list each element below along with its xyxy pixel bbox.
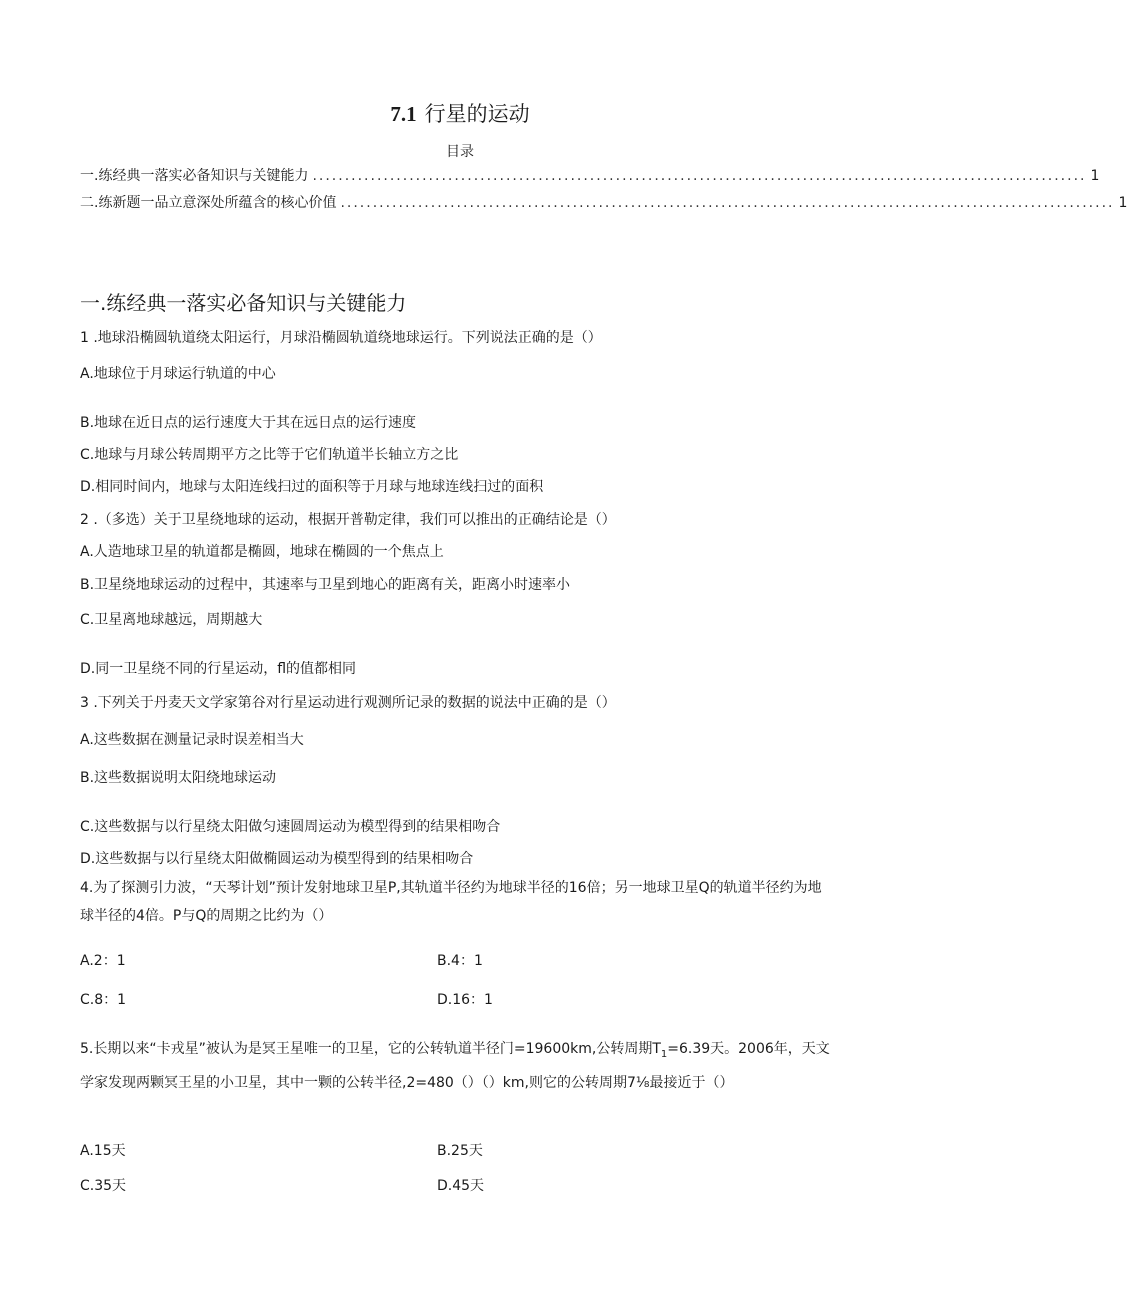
toc-item-label: .练经典一落实必备知识与关键能力: [94, 168, 309, 184]
question-2-option-c: C.卫星离地球越远，周期越大: [80, 612, 263, 628]
question-2-option-b: B.卫星绕地球运动的过程中，其速率与卫星到地心的距离有关，距离小时速率小: [80, 577, 571, 593]
title-number: 7.1: [390, 102, 417, 126]
toc-item-page: 1: [1090, 168, 1100, 184]
question-2-option-a: A.人造地球卫星的轨道都是椭圆，地球在椭圆的一个焦点上: [80, 544, 444, 560]
question-5-option-d: D.45天: [437, 1178, 485, 1194]
toc-leader-dots: ........................................................................................................................: [340, 195, 1115, 211]
question-4-option-d: D.16：1: [437, 992, 493, 1008]
question-1-option-b: B.地球在近日点的运行速度大于其在远日点的运行速度: [80, 415, 417, 431]
toc-item-number: 一: [80, 168, 94, 184]
toc-item[interactable]: [80, 192, 1127, 212]
question-5-stem-part-1: 5.长期以来“卡戎星”被认为是冥王星唯一的卫星，它的公转轨道半径门=19600km,公转周期T: [80, 1041, 661, 1057]
question-5-option-c: C.35天: [80, 1178, 127, 1194]
question-4-option-c: C.8：1: [80, 992, 127, 1008]
question-1-option-c: C.地球与月球公转周期平方之比等于它们轨道半长轴立方之比: [80, 447, 459, 463]
question-4-option-b: B.4：1: [437, 953, 483, 969]
question-5-stem-part-2: =6.39天。2006年，天文学家发现两颗冥王星的小卫星，其中一颗的公转半径,2=480（）（）km,则它的公转周期7⅛最接近于（）: [80, 1041, 830, 1091]
toc-leader-dots: ........................................................................................................................: [312, 168, 1087, 184]
question-3-stem: 3 .下列关于丹麦天文学家第谷对行星运动进行观测所记录的数据的说法中正确的是（）: [80, 695, 616, 711]
question-3-option-b: B.这些数据说明太阳绕地球运动: [80, 770, 277, 786]
question-4-option-a: A.2：1: [80, 953, 126, 969]
title-text: 行星的运动: [424, 102, 530, 126]
question-3-option-a: A.这些数据在测量记录时误差相当大: [80, 732, 304, 748]
toc-item[interactable]: [80, 165, 1100, 185]
question-2-stem: 2 .（多选）关于卫星绕地球的运动，根据开普勒定律，我们可以推出的正确结论是（）: [80, 512, 616, 528]
page-title: [0, 98, 920, 128]
question-5-stem: [80, 1035, 832, 1097]
question-4-stem: 4.为了探测引力波，“天琴计划”预计发射地球卫星P,其轨道半径约为地球半径的16倍；另一地球卫星Q的轨道半径约为地球半径的4倍。P与Q的周期之比约为（）: [80, 880, 822, 924]
question-2-option-d: D.同一卫星绕不同的行星运动，fl的值都相同: [80, 661, 357, 677]
section-heading: 一.练经典一落实必备知识与关键能力: [80, 291, 407, 315]
toc-heading: 目录: [446, 144, 474, 160]
question-5-option-b: B.25天: [437, 1143, 483, 1159]
toc-item-number: 二: [80, 195, 94, 211]
question-5-option-a: A.15天: [80, 1143, 126, 1159]
question-3-option-c: C.这些数据与以行星绕太阳做匀速圆周运动为模型得到的结果相吻合: [80, 819, 501, 835]
question-1-option-d: D.相同时间内，地球与太阳连线扫过的面积等于月球与地球连线扫过的面积: [80, 479, 544, 495]
question-5-subscript: 1: [660, 1048, 668, 1060]
question-1-stem: 1 .地球沿椭圆轨道绕太阳运行，月球沿椭圆轨道绕地球运行。下列说法正确的是（）: [80, 330, 602, 346]
toc-item-page: 1: [1118, 195, 1127, 211]
question-1-option-a: A.地球位于月球运行轨道的中心: [80, 366, 276, 382]
question-3-option-d: D.这些数据与以行星绕太阳做椭圆运动为模型得到的结果相吻合: [80, 851, 474, 867]
toc-item-label: .练新题一品立意深处所蕴含的核心价值: [94, 195, 337, 211]
